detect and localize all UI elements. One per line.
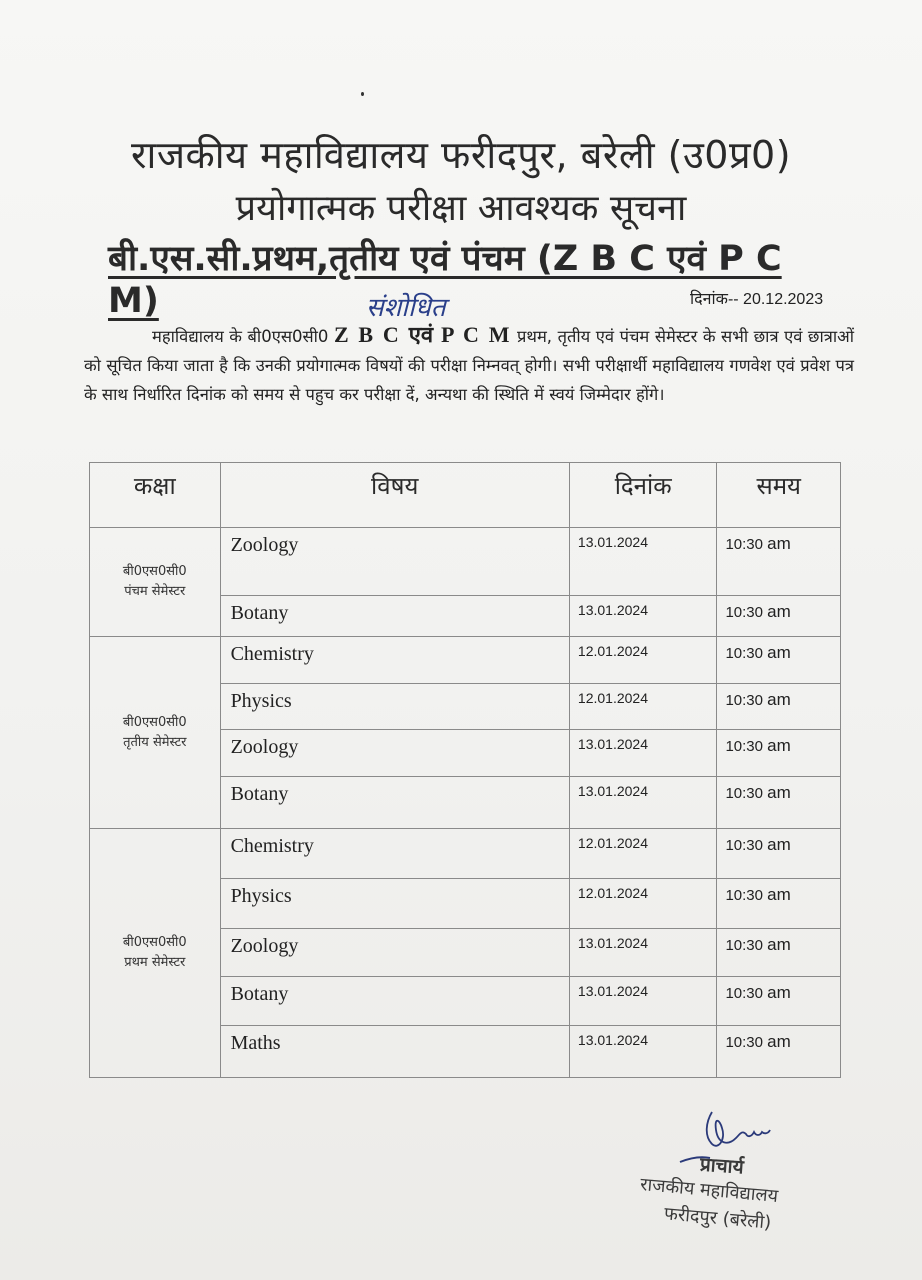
body-part2: प्रथम, तृतीय एवं पंचम सेमेस्टर के सभी छात्र एवं छात्राओं को सूचित किया जाता है कि उनकी प्रयोगात्मक विषयों की परीक्षा निम्नवत् होगी। सभी परीक्षार्थी महाविद्यालय गणवेश एवं प्रवेश पत्र के साथ निर्धारित दिनांक को समय से पहुच कर परीक्षा दें, अन्यथा की स्थिति में स्वयं जिम्मेदार होंगे। [84,327,855,404]
body-part1: महाविद्यालय के बी0एस0सी0 [152,327,334,346]
subject-cell: Physics [220,684,569,730]
subject-cell: Botany [220,777,569,829]
time-cell: 10:30 am [717,528,841,596]
class-line2: पंचम सेमेस्टर [124,584,186,599]
body-and: एवं [400,323,442,348]
date-cell: 13.01.2024 [569,528,717,596]
subject-cell: Zoology [220,929,569,977]
date-cell: 12.01.2024 [569,684,717,730]
date-cell: 13.01.2024 [569,777,717,829]
seal-college: राजकीय महाविद्यालय [639,1174,779,1207]
table-row [90,637,841,684]
time-cell: 10:30 am [717,977,841,1026]
class-line1: बी0एस0सी0 [122,935,187,950]
subject-cell: Botany [220,596,569,637]
body-zbc: Z B C [333,322,401,347]
date-cell: 13.01.2024 [569,977,717,1026]
date-cell: 13.01.2024 [569,730,717,777]
notice-title: प्रयोगात्मक परीक्षा आवश्यक सूचना [235,188,687,229]
seal-location: फरीदपुर (बरेली) [663,1203,772,1234]
exam-schedule-table [89,462,841,1078]
time-cell: 10:30 am [717,929,841,977]
subject-cell: Zoology [220,730,569,777]
subject-cell: Botany [220,977,569,1026]
table-row [90,528,841,596]
date-cell: 12.01.2024 [569,637,717,684]
class-line1: बी0एस0सी0 [122,564,187,579]
class-cell [90,528,221,637]
class-line2: तृतीय सेमेस्टर [123,734,187,750]
time-cell: 10:30 am [717,1026,841,1078]
ink-dot [361,92,364,96]
date-cell: 13.01.2024 [569,929,717,977]
time-cell: 10:30 am [717,777,841,829]
time-cell: 10:30 am [717,637,841,684]
seal-principal: प्राचार्य [699,1153,745,1179]
date-cell: 13.01.2024 [569,596,717,637]
table-row [90,829,841,879]
subject-cell: Physics [220,879,569,929]
college-name: राजकीय महाविद्यालय फरीदपुर, बरेली (उ0प्र0) [130,133,792,177]
subject-cell: Chemistry [220,829,569,879]
class-line2: प्रथम सेमेस्टर [124,955,186,970]
notice-date: दिनांक-- 20.12.2023 [690,291,824,308]
date-cell: 12.01.2024 [569,879,717,929]
date-cell: 13.01.2024 [569,1026,717,1078]
time-cell: 10:30 am [717,829,841,879]
body-pcm: P C M [441,322,512,347]
subject-cell: Chemistry [220,637,569,684]
class-cell [90,637,221,829]
header-class: कक्षा [90,463,221,528]
time-cell: 10:30 am [717,596,841,637]
notice-body [84,320,854,409]
time-cell: 10:30 am [717,684,841,730]
time-cell: 10:30 am [717,730,841,777]
header-time: समय [717,463,841,528]
time-cell: 10:30 am [717,879,841,929]
header-subject: विषय [220,463,569,528]
class-cell [90,829,221,1078]
class-line1: बी0एस0सी0 [122,714,187,730]
header-date: दिनांक [569,463,717,528]
table-header-row [90,463,841,528]
course-line: बी.एस.सी.प्रथम,तृतीय एवं पंचम (Z B C एवं P C M) [108,239,782,321]
revised-handwritten-note: संशोधित [366,293,446,323]
subject-cell: Maths [220,1026,569,1078]
date-cell: 12.01.2024 [569,829,717,879]
subject-cell: Zoology [220,528,569,596]
